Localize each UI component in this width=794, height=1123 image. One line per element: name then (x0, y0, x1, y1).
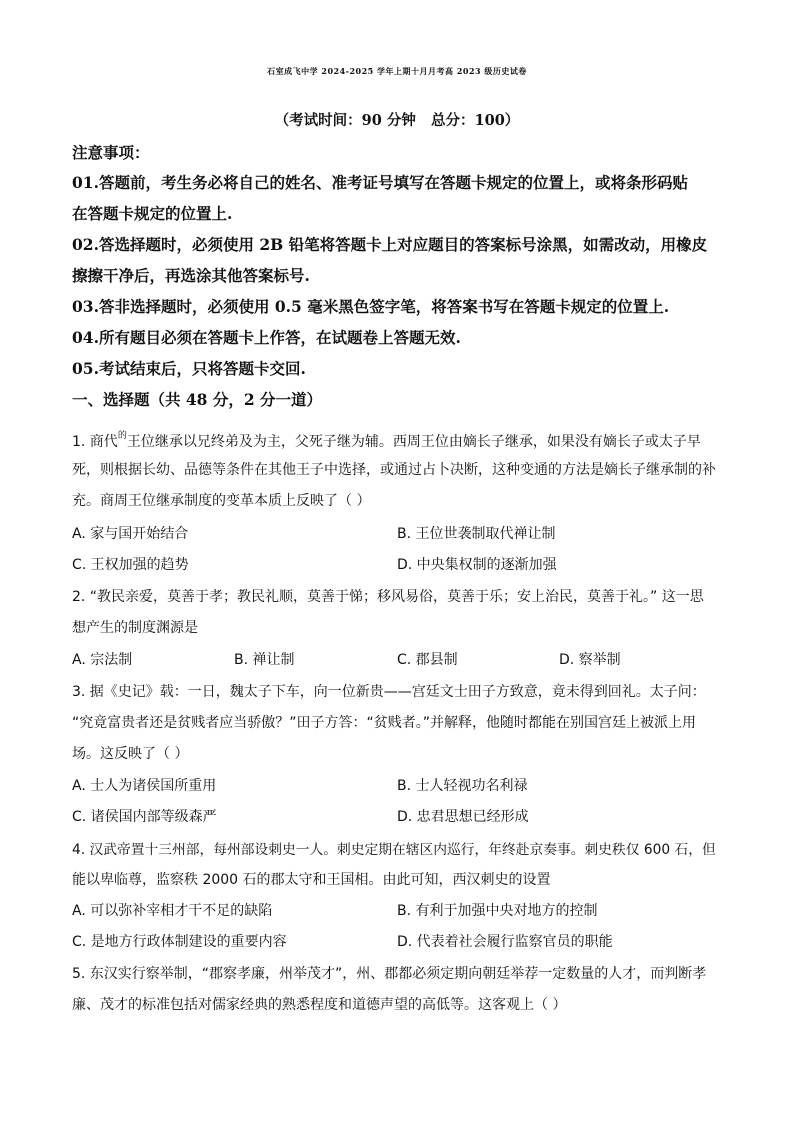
notice-line: 擦擦干净后，再选涂其他答案标号. (72, 266, 310, 285)
question-2-line: 想产生的制度渊源是 (72, 620, 198, 636)
question-5-line: 廉、茂才的标准包括对儒家经典的熟悉程度和道德声望的高低等。这客观上（ ） (72, 997, 567, 1013)
question-5-line: 5. 东汉实行察举制，“郡察孝廉，州举茂才”，州、郡都必须定期向朝廷举荐一定数量的人才，而判断孝 (72, 966, 707, 982)
question-3-option-c: C. 诸侯国内部等级森严 (72, 809, 217, 825)
notice-line: 03.答非选择题时，必须使用 0.5 毫米黑色签字笔，将答案书写在答题卡规定的位置上. (72, 297, 670, 316)
question-3-option-d: D. 忠君思想已经形成 (397, 809, 529, 825)
question-1-option-d: D. 中央集权制的逐渐加强 (397, 557, 557, 573)
question-2-option-c: C. 郡县制 (397, 652, 458, 668)
question-4-option-b: B. 有利于加强中央对地方的控制 (397, 903, 598, 919)
question-1-option-b: B. 王位世袭制取代禅让制 (397, 526, 556, 542)
question-4-line: 能以卑临尊，监察秩 2000 石的郡太守和王国相。由此可知，西汉刺史的设置 (72, 872, 551, 888)
question-1-superscript: 的 (117, 431, 127, 441)
section-title: 一、选择题（共 48 分，2 分一道） (72, 390, 323, 409)
notice-line: 01.答题前，考生务必将自己的姓名、准考证号填写在答题卡规定的位置上，或将条形码贴 (72, 173, 688, 192)
question-2-line: 2. “教民亲爱，莫善于孝；教民礼顺，莫善于悌；移风易俗，莫善于乐；安上治民，莫善于礼。” 这一思 (72, 589, 704, 605)
question-1-line: 死，则根据长幼、品德等条件在其他王子中选择，或通过占卜决断，这种变通的方法是嫡长子继承制的补 (72, 462, 716, 478)
question-3-option-b: B. 士人轻视功名利禄 (397, 778, 528, 794)
notice-heading: 注意事项： (72, 143, 150, 162)
question-4-line: 4. 汉武帝置十三州部，每州部设刺史一人。刺史定期在辖区内巡行，年终赴京奏事。刺史秩仅 600 石，但 (72, 842, 716, 858)
question-3-line: 3. 据《史记》载：一日，魏太子下车，向一位新贵——宫廷文士田子方致意，竟未得到回礼。太子问： (72, 684, 706, 700)
notice-line: 04.所有题目必须在答题卡上作答，在试题卷上答题无效. (72, 328, 461, 347)
question-1-text: 王位继承以兄终弟及为主，父死子继为辅。西周王位由嫡长子继承，如果没有嫡长子或太子早 (126, 434, 701, 450)
question-3-option-a: A. 士人为诸侯国所重用 (72, 778, 217, 794)
notice-line: 05.考试结束后，只将答题卡交回. (72, 359, 306, 378)
notice-line: 在答题卡规定的位置上. (72, 204, 233, 223)
question-1-line: 充。商周王位继承制度的变革本质上反映了（ ） (72, 493, 371, 509)
question-2-option-d: D. 察举制 (559, 652, 621, 668)
question-1-line (72, 428, 701, 451)
question-1-prefix: 1. 商代 (72, 434, 118, 450)
question-1-option-a: A. 家与国开始结合 (72, 526, 189, 542)
question-4-option-a: A. 可以弥补宰相才干不足的缺陷 (72, 903, 273, 919)
question-3-line: 场。这反映了（ ） (72, 746, 189, 762)
question-3-line: “究竟富贵者还是贫贱者应当骄傲？”田子方答：“贫贱者。”并解释，他随时都能在别国宫廷上被派上用 (72, 715, 697, 731)
question-2-option-a: A. 宗法制 (72, 652, 133, 668)
question-4-option-c: C. 是地方行政体制建设的重要内容 (72, 934, 287, 950)
question-2-option-b: B. 禅让制 (234, 652, 295, 668)
exam-title: 石室成飞中学 2024-2025 学年上期十月月考高 2023 级历史试卷 (267, 66, 527, 76)
question-1-option-c: C. 王权加强的趋势 (72, 557, 189, 573)
exam-subtitle: （考试时间：90 分钟 总分：100） (274, 112, 520, 129)
notice-line: 02.答选择题时，必须使用 2B 铅笔将答题卡上对应题目的答案标号涂黑，如需改动，用橡皮 (72, 235, 708, 254)
question-4-option-d: D. 代表着社会履行监察官员的职能 (397, 934, 613, 950)
